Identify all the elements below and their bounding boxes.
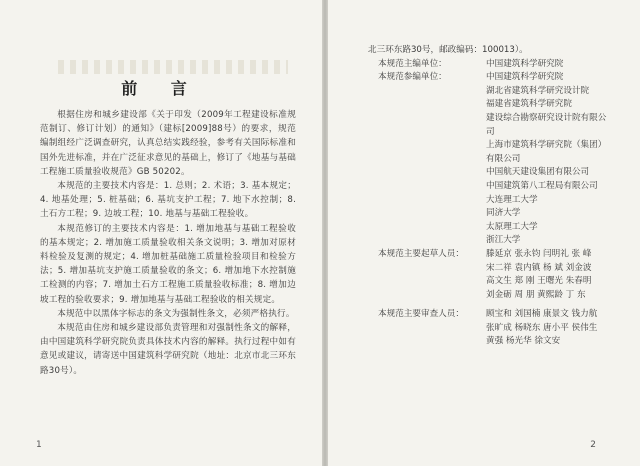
participant-unit: 福建省建筑科学研究院	[486, 99, 572, 110]
drafters-row	[368, 248, 612, 262]
paragraph: 根据住房和城乡建设部《关于印发（2009年工程建设标准规范制订、修订计划）的通知》（建标[2009]88号）的要求，规范编制组经广泛调查研究，认真总结实践经验，参考有关国际标准和国外先进标准，并在广泛征求意见的基础上，修订了《地基与基础工程施工质量验收规范》GB 50202。	[40, 110, 296, 177]
scan-artifact	[58, 60, 288, 74]
participant-unit: 大连理工大学	[486, 194, 538, 205]
participant-unit: 浙江大学	[486, 235, 521, 246]
editor-label: 本规范主编单位：	[378, 58, 447, 69]
participant-unit: 同济大学	[486, 208, 521, 219]
reviewers-line: 顾宝和 刘国楠 康景文 钱力航	[486, 309, 598, 320]
participant-row	[368, 71, 612, 85]
drafters-line: 滕延京 张永钧 闫明礼 张 峰	[486, 248, 592, 259]
participant-unit: 上海市建筑科学研究院（集团）有限公司	[486, 140, 607, 164]
address-line: 北三环东路30号，邮政编码：100013）。	[368, 45, 528, 55]
reviewers-line: 黄强 杨光华 徐文安	[486, 336, 561, 347]
preface-body	[40, 108, 296, 378]
participant-unit: 中国航天建设集团有限公司	[486, 167, 590, 178]
reviewers-row	[368, 308, 612, 322]
drafters-line: 高文生 郑 刚 王曙光 朱春明	[486, 276, 592, 287]
paragraph: 本规范中以黑体字标志的条文为强制性条文，必须严格执行。	[57, 308, 295, 319]
participant-label: 本规范参编单位：	[378, 72, 447, 83]
credits-block	[368, 44, 612, 349]
drafters-label: 本规范主要起草人员：	[378, 248, 464, 259]
page-number-left: 1	[36, 440, 42, 450]
editor-row	[368, 58, 612, 72]
reviewers-line: 张旷成 杨晓东 唐小平 侯伟生	[486, 322, 598, 333]
drafters-line: 宋二祥 袁内镇 杨 斌 刘金波	[486, 262, 592, 273]
paragraph: 本规范由住房和城乡建设部负责管理和对强制性条文的解释，由中国建筑科学研究院负责具体技术内容的解释。执行过程中如有意见或建议，请寄送中国建筑科学研究院（地址：北京市北三环东路30号）。	[40, 323, 296, 376]
participant-unit: 太原理工大学	[486, 221, 538, 232]
paragraph: 本规范的主要技术内容是：1. 总则；2. 术语；3. 基本规定；4. 地基处理；5. 桩基础；6. 基坑支护工程；7. 地下水控制；8. 土石方工程；9. 边坡工程；10. 地基与基础工程验收。	[40, 181, 296, 220]
editor-unit: 中国建筑科学研究院	[486, 58, 564, 69]
participant-unit: 中国建筑第八工程局有限公司	[486, 180, 598, 191]
participant-unit: 中国建筑科学研究院	[486, 72, 564, 83]
participant-unit: 建设综合勘察研究设计院有限公司	[486, 112, 607, 137]
page-title: 前 言	[121, 79, 201, 98]
reviewers-label: 本规范主要审查人员：	[378, 309, 464, 320]
paragraph: 本规范修订的主要技术内容是：1. 增加地基与基础工程验收的基本规定；2. 增加施工质量验收相关条文说明；3. 增加对原材料检验及复测的规定；4. 增加桩基础施工质量检验项目和检验方法；5. 增加基坑支护施工质量验收的条文；6. 增加地下水控制施工检测的内容；7. 增加土石方工程施工质量验收标准；8. 增加边坡工程的验收要求；9. 增加地基与基础工程验收的相关规定。	[40, 223, 296, 305]
page-number-right: 2	[590, 440, 596, 450]
drafters-line: 刘金砺 周 朋 黄熙龄 丁 东	[486, 289, 586, 300]
participant-unit: 湖北省建筑科学研究设计院	[486, 85, 590, 96]
